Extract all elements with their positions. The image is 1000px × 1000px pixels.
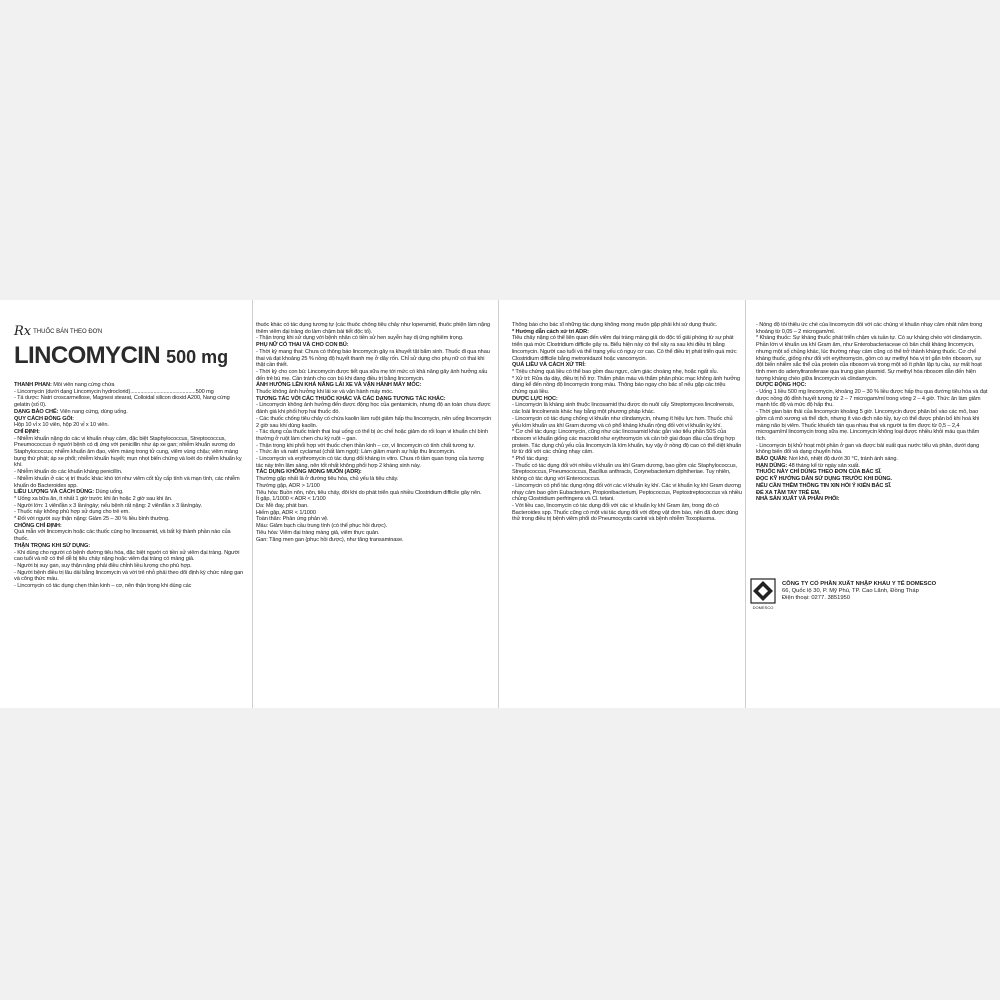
body-text: Thuốc không ảnh hưởng khi lái xe và vận hành máy móc. xyxy=(256,389,394,396)
paragraph xyxy=(14,563,246,570)
body-text: - Lincomycin có tác dụng chống vi khuẩn như clindamycin, nhưng ít hiệu lực hơn. Thuốc chủ yếu kìm khuẩn ưa khí Gram dương và có phổ kháng khuẩn rộng đối với vi khuẩn kỵ khí. xyxy=(512,415,733,429)
body-text: Nơi khô, nhiệt độ dưới 30 °C, tránh ánh sáng. xyxy=(787,456,898,463)
rx-symbol: Rx xyxy=(14,324,32,339)
body-text: - Người lớn: 1 viên/lần x 3 lần/ngày; nếu bệnh rất nặng: 2 viên/lần x 3 lần/ngày. xyxy=(14,502,202,509)
section-heading: PHỤ NỮ CÓ THAI VÀ CHO CON BÚ: xyxy=(256,342,349,349)
paragraph xyxy=(512,335,742,362)
section-heading: LIỀU LƯỢNG VÀ CÁCH DÙNG: xyxy=(14,489,95,496)
section-heading: ẢNH HƯỞNG LÊN KHẢ NĂNG LÁI XE VÀ VẬN HÀNH MÁY MÓC: xyxy=(256,382,422,389)
paragraph xyxy=(256,503,492,510)
body-text: Tiêu hóa: Viêm đại tràng màng giả, viêm thực quản. xyxy=(256,529,380,536)
paragraph xyxy=(256,483,492,490)
paragraph xyxy=(256,530,492,537)
paragraph xyxy=(512,402,742,415)
section-heading: BẢO QUẢN: xyxy=(756,456,788,463)
body-text: - Thức ăn và natri cyclamat (chất làm ngọt): Làm giảm mạnh sự hấp thu lincomycin. xyxy=(256,449,456,456)
paragraph xyxy=(14,570,246,583)
body-text: - Lincomycin là kháng sinh thuộc lincosamid thu được do nuôi cấy Streptomyces lincolnensis, các loài lincolnensis khác hay bằng một phương pháp khác. xyxy=(512,402,735,416)
body-text: * Phổ tác dụng: xyxy=(512,456,549,463)
paragraph xyxy=(256,523,492,530)
paragraph xyxy=(14,489,246,496)
body-text: Máu: Giảm bạch cầu trung tính (có thể phục hồi được). xyxy=(256,523,388,530)
body-text: - Lincomycin có tác dụng chẹn thần kinh – cơ, nên thận trọng khi dùng các xyxy=(14,583,192,590)
body-text: Quá mẫn với lincomycin hoặc các thuốc cùng họ lincosamid, và bất kỳ thành phần nào của thuốc. xyxy=(14,529,231,543)
section-heading: THÀNH PHẦN: xyxy=(14,382,52,388)
paragraph xyxy=(512,322,742,329)
body-text: - Lincomycin không ảnh hưởng đến được động học của gentamicin, nhưng độ an toàn chưa được đánh giá khi phối hợp hai thuốc đó. xyxy=(256,402,491,416)
body-text: - Thời kỳ mang thai: Chưa có thông báo lincomycin gây ra khuyết tật bẩm sinh. Thuốc đi qua nhau thai và đạt khoảng 25 % nồng độ huyết thanh mẹ ở dây rốn. Chỉ sử dụng cho phụ nữ có thai khi thật cần thiết. xyxy=(256,348,490,369)
section-heading: CHỐNG CHỈ ĐỊNH: xyxy=(14,522,62,529)
paragraph xyxy=(756,335,988,382)
paragraph xyxy=(256,537,492,544)
section-heading: ĐỌC KỸ HƯỚNG DẪN SỬ DỤNG TRƯỚC KHI DÙNG. xyxy=(756,476,893,483)
product-name: LINCOMYCIN xyxy=(14,342,160,369)
body-text: Tiêu hóa: Buồn nôn, nôn, tiêu chảy, đôi khi do phát triển quá nhiều Clostridium difficile gây nên. xyxy=(256,489,482,496)
body-text: - Với liều cao, lincomycin có tác dụng đối với các vi khuẩn kỵ khí Gram âm, trong đó có Bacteroides spp. Thuốc cũng có một vài tác dụng đối với động vật đơn bào, nên đã được dùng thử trong điều trị bệnh viêm phổi do Pneumocystis carinii và bệnh nhiễm Toxoplasma. xyxy=(512,502,739,523)
paragraph xyxy=(256,322,492,335)
section-heading: QUY CÁCH ĐÓNG GÓI: xyxy=(14,415,74,422)
body-text: Gan: Tăng men gan (phục hồi được), như tăng transaminase. xyxy=(256,536,404,543)
body-text: - Lincomycin (dưới dạng Lincomycin hydroclorid).............................................500 mg xyxy=(14,388,214,395)
rx-label xyxy=(14,322,164,338)
body-text: - Nồng độ tối thiểu ức chế của lincomycin đối với các chủng vi khuẩn nhạy cảm nhất nằm trong khoảng từ 0,05 – 2 microgam/ml. xyxy=(756,322,983,335)
paragraph xyxy=(14,476,246,489)
paragraph xyxy=(756,409,988,443)
paragraph xyxy=(14,389,246,396)
body-text: - Nhiễm khuẩn ở các vị trí thuốc khác khó tới như viêm cốt tủy cấp tính và mạn tính, các nhiễm khuẩn do Bacteroides spp. xyxy=(14,475,240,489)
company-info xyxy=(782,581,987,603)
company-phone: Điện thoại: 0277. 3851950 xyxy=(782,595,851,602)
paragraph xyxy=(756,456,988,463)
body-text: * Cơ chế tác dụng: Lincomycin, cũng như các lincosamid khác gắn vào tiểu phần 50S của ribosom vi khuẩn giống các macrolid như erythromycin và cản trở giai đoạn đầu của tổng hợp protein. Tác dụng chủ yếu của lincomycin là kìm khuẩn, tuy vậy ở nồng độ cao có thể diệt khuẩn từ từ đối với các chủng nhạy cảm. xyxy=(512,429,742,456)
section-heading: DƯỢC ĐỘNG HỌC: xyxy=(756,382,807,389)
paragraph xyxy=(256,456,492,469)
paragraph xyxy=(14,516,246,523)
company-address: 66, Quốc lộ 30, P. Mỹ Phú, TP. Cao Lãnh, Đồng Tháp xyxy=(782,588,919,595)
paragraph xyxy=(14,496,246,503)
body-text: * Uống xa bữa ăn, ít nhất 1 giờ trước khi ăn hoặc 2 giờ sau khi ăn. xyxy=(14,495,173,502)
body-text: - Thời kỳ cho con bú: Lincomycin được tiết qua sữa mẹ tới mức có khả năng gây ảnh hưởng xấu đến trẻ bú mẹ. Cần tránh cho con bú khi đang điều trị bằng lincomycin. xyxy=(256,368,488,382)
paragraph xyxy=(256,342,492,349)
paragraph xyxy=(512,396,742,403)
section-heading: NẾU CẦN THÊM THÔNG TIN XIN HỎI Ý KIẾN BÁC SĨ. xyxy=(756,482,892,489)
body-text: Dùng uống. xyxy=(94,489,124,496)
section-heading: ĐỂ XA TẦM TAY TRẺ EM. xyxy=(756,489,821,496)
body-text: - Các thuốc chống tiêu chảy có chứa kaolin làm ruột giảm hấp thu lincomycin, nên uống lincomycin 2 giờ sau khi dùng kaolin. xyxy=(256,415,492,429)
company-name: CÔNG TY CỔ PHẦN XUẤT NHẬP KHẨU Y TẾ DOMESCO xyxy=(782,581,937,587)
paragraph xyxy=(512,429,742,456)
body-text: * Xử trí: Rửa dạ dày, điều trị hỗ trợ. Thẩm phân máu và thẩm phân phúc mạc không ảnh hưởng đáng kể đến nồng độ lincomycin trong máu. Thông báo ngay cho bác sĩ nếu gặp các triệu chứng quá liều. xyxy=(512,375,740,396)
body-text: - Thận trọng khi sử dụng với bệnh nhân có tiền sử hen suyễn hay dị ứng nghiêm trọng. xyxy=(256,335,464,342)
domesco-logo-icon xyxy=(750,578,776,612)
column-1 xyxy=(14,382,246,704)
paragraph xyxy=(14,469,246,476)
paragraph xyxy=(512,503,742,523)
paragraph xyxy=(512,376,742,396)
fold-line xyxy=(745,300,746,708)
column-4 xyxy=(756,322,988,576)
section-heading: CHỈ ĐỊNH: xyxy=(14,428,40,435)
section-heading: THUỐC NÀY CHỈ DÙNG THEO ĐƠN CỦA BÁC SĨ. xyxy=(756,469,882,476)
paragraph xyxy=(256,443,492,450)
rx-text: THUỐC BÁN THEO ĐƠN xyxy=(33,329,103,335)
paragraph xyxy=(256,510,492,517)
body-text: - Lincomycin bị khử hoạt một phần ở gan và được bài xuất qua nước tiểu và phân, dưới dạng không biến đổi và dạng chuyển hóa. xyxy=(756,442,980,456)
body-text: Thông báo cho bác sĩ những tác dụng không mong muốn gặp phải khi sử dụng thuốc. xyxy=(512,322,718,328)
body-text: - Người bị suy gan, suy thận nặng phải điều chỉnh liều lượng cho phù hợp. xyxy=(14,562,192,569)
body-text: * Triệu chứng quá liều có thể bao gồm đau ngực, cảm giác choáng nhẹ, hoặc ngất xỉu. xyxy=(512,368,718,375)
section-heading: TƯƠNG TÁC VỚI CÁC THUỐC KHÁC VÀ CÁC DẠNG TƯƠNG TÁC KHÁC: xyxy=(256,395,446,402)
section-heading: * Hướng dẫn cách xử trí ADR: xyxy=(512,328,589,335)
paragraph xyxy=(512,463,742,483)
paragraph xyxy=(756,496,988,503)
body-text: - Tá dược: Natri croscarmellose, Magnesi stearat, Colloidal silicon dioxid A200, Nang cứng gelatin (số 0). xyxy=(14,395,230,409)
body-text: Mỗi viên nang cứng chứa xyxy=(51,382,115,388)
section-heading: THẬN TRỌNG KHI SỬ DỤNG: xyxy=(14,542,90,549)
logo-text: DOMESCO xyxy=(752,605,774,610)
body-text: thuốc khác có tác dụng tương tự (các thuốc chống tiêu chảy như loperamid, thuốc phiện làm nặng thêm viêm đại tràng do làm chậm bài tiết độc tố). xyxy=(256,322,491,335)
paragraph xyxy=(756,322,988,335)
paragraph xyxy=(14,436,246,470)
paragraph xyxy=(14,529,246,542)
body-text: - Khi dùng cho người có bệnh đường tiêu hóa, đặc biệt người có tiền sử viêm đại tràng. Người cao tuổi và nữ có thể dễ bị tiêu chảy nặng hoặc viêm đại tràng có màng giả. xyxy=(14,549,240,563)
body-text: Hiếm gặp, ADR < 1/1000 xyxy=(256,509,316,516)
paragraph xyxy=(512,416,742,429)
paragraph xyxy=(512,483,742,503)
body-text: Thường gặp, ADR > 1/100 xyxy=(256,482,320,489)
paragraph xyxy=(256,369,492,382)
body-text: - Người bệnh điều trị lâu dài bằng lincomycin và với trẻ nhỏ phải theo dõi định kỳ chức năng gan và công thức máu. xyxy=(14,569,244,583)
body-text: Da: Mề đay, phát ban. xyxy=(256,502,309,509)
body-text: Ít gặp, 1/1000 < ADR < 1/100 xyxy=(256,496,326,503)
paragraph xyxy=(14,429,246,436)
column-3 xyxy=(512,322,742,702)
body-text: - Thuốc có tác dụng đối với nhiều vi khuẩn ưa khí Gram dương, bao gồm các Staphylococcus, Streptococcus, Pneumococcus, Bacillus anthracis, Corynebacterium diphtheriae. Tuy nhiên, không có tác dụng với Enterococcus. xyxy=(512,462,738,483)
body-text: 48 tháng kể từ ngày sản xuất. xyxy=(787,462,860,469)
fold-line xyxy=(498,300,499,708)
body-text: - Tác dụng của thuốc tránh thai loại uống có thể bị ức chế hoặc giảm do rối loạn vi khuẩn chí bình thường ở ruột làm chen chu kỳ ruột – gan. xyxy=(256,429,489,442)
paragraph xyxy=(14,422,246,429)
body-text: - Nhiễm khuẩn do các khuẩn kháng penicillin. xyxy=(14,469,123,476)
body-text: - Nhiễm khuẩn nặng do các vi khuẩn nhạy cảm, đặc biệt Staphylococcus, Streptococcus, Pneumococcus ở người bệnh có dị ứng với penicillin như áp xe gan; nhiễm khuẩn xương do Staphylococcus; nhiễm khuẩn âm đạo, viêm màng trong tử cung, viêm vùng chậu; viêm màng bụng thứ phát; áp xe phổi; nhiễm khuẩn huyết; mụn nhọt biến chứng và loét do nhiễm khuẩn kỵ khí. xyxy=(14,435,242,469)
paragraph xyxy=(756,389,988,409)
paragraph xyxy=(14,395,246,408)
paragraph xyxy=(756,443,988,456)
body-text: Thường gặp nhất là ở đường tiêu hóa, chủ yếu là tiêu chảy. xyxy=(256,476,399,483)
section-heading: QUÁ LIỀU VÀ CÁCH XỬ TRÍ: xyxy=(512,362,586,369)
body-text: * Kháng thuốc: Sự kháng thuốc phát triển chậm và tuần tự. Có sự kháng chéo với clindamycin. Phần lớn vi khuẩn ưa khí Gram âm, như Enterobacteriaceae có bản chất kháng lincomycin, nhưng một số chủng khác, lúc thường nhạy cảm cũng có thể trở thành kháng thuốc. Cơ chế kháng thuốc, giống như đối với erythromycin, gồm có sự methyl hóa vị trí gắn trên ribosom, sự đột biến nhiễm sắc thể của protein của ribosom và trong một số ít phân lập tụ cầu, sự mất hoạt tính men do adenyltransferase qua trung gian plasmid. Sự methyl hóa ribosom dẫn đến hiện tượng kháng chéo giữa lincomycin và clindamycin. xyxy=(756,335,982,382)
paragraph xyxy=(756,382,988,389)
body-text: - Thuốc này không phù hợp sử dụng cho trẻ em. xyxy=(14,509,130,516)
body-text: - Thận trọng khi phối hợp với thuốc chẹn thần kinh – cơ, vì lincomycin có tính chất tương tự. xyxy=(256,442,476,449)
body-text: - Lincomycin có phổ tác dụng rộng đối với các vi khuẩn kỵ khí. Các vi khuẩn kỵ khí Gram dương nhạy cảm bao gồm Eubacterium, Propionibacterium, Peptococcus, Peptostreptococcus và nhiều chủng Clostridium perfringens và Cl. tetani. xyxy=(512,482,742,503)
paragraph xyxy=(512,369,742,376)
section-heading: TÁC DỤNG KHÔNG MONG MUỐN (ADR): xyxy=(256,469,362,476)
paragraph xyxy=(256,496,492,503)
body-text: - Thời gian bán thải của lincomycin khoảng 5 giờ. Lincomycin được phân bố vào các mô, bao gồm cả mô xương và thể dịch, nhưng ít vào dịch não tủy, tuy có thể được phân bố khi hoá khi màng não bị viêm. Thuốc khuếch tán qua nhau thai và người ta tìm được từ 0,5 – 2,4 microgam/ml lincomycin trong sữa mẹ. Lincomycin không loại được nhiều khỏi máu qua thẩm tích. xyxy=(756,409,980,442)
body-text: Hộp 10 vỉ x 10 viên, hộp 20 vỉ x 10 viên. xyxy=(14,422,109,429)
paragraph xyxy=(14,509,246,516)
body-text: - Uống 1 liều 500 mg lincomycin, khoảng 20 – 30 % liều được hấp thu qua đường tiêu hóa và đạt được nồng độ đỉnh huyết tương từ 2 – 7 microgam/ml trong vòng 2 – 4 giờ. Thức ăn làm giảm mạnh tốc độ và mức độ hấp thu. xyxy=(756,389,988,409)
paragraph xyxy=(14,543,246,550)
paragraph xyxy=(14,550,246,563)
body-text: - Lincomycin và erythromycin có tác dụng đối kháng in vitro. Chưa rõ tầm quan trọng của tương tác này trên lâm sàng, nên tốt nhất không phối hợp 2 kháng sinh này. xyxy=(256,456,484,469)
body-text: * Đối với người suy thận nặng: Giảm 25 – 30 % liều bình thường. xyxy=(14,516,170,523)
paragraph xyxy=(256,349,492,369)
body-text: Viên nang cứng, dùng uống. xyxy=(58,408,128,415)
paragraph xyxy=(756,483,988,490)
body-text: Toàn thân: Phản ứng phản vệ. xyxy=(256,516,329,523)
paragraph xyxy=(256,429,492,442)
product-title xyxy=(14,342,254,374)
paragraph xyxy=(756,476,988,483)
section-heading: HẠN DÙNG: xyxy=(756,462,788,469)
paragraph xyxy=(512,362,742,369)
column-2 xyxy=(256,322,492,702)
paragraph xyxy=(256,389,492,396)
section-heading: NHÀ SẢN XUẤT VÀ PHÂN PHỐI: xyxy=(756,496,840,503)
paragraph xyxy=(256,416,492,429)
paragraph xyxy=(14,409,246,416)
section-heading: DƯỢC LỰC HỌC: xyxy=(512,395,558,402)
section-heading: DẠNG BÀO CHẾ: xyxy=(14,408,59,415)
paragraph xyxy=(14,583,246,590)
paragraph xyxy=(512,456,742,463)
paragraph xyxy=(256,402,492,415)
body-text: Tiêu chảy nặng có thể liên quan đến viêm đại tràng màng giả do độc tố giải phóng từ sự phát triển quá mức Clostridium difficile gây ra. Biểu hiện này có thể xảy ra sau khi điều trị bằng lincomycin. Người cao tuổi và thể trạng yếu có nguy cơ cao. Có thể điều trị phát triển quá mức Clostridium difficile bằng metronidazol hoặc vancomycin. xyxy=(512,335,737,362)
product-strength: 500 mg xyxy=(166,347,229,367)
paragraph xyxy=(256,476,492,483)
paragraph xyxy=(14,382,246,389)
